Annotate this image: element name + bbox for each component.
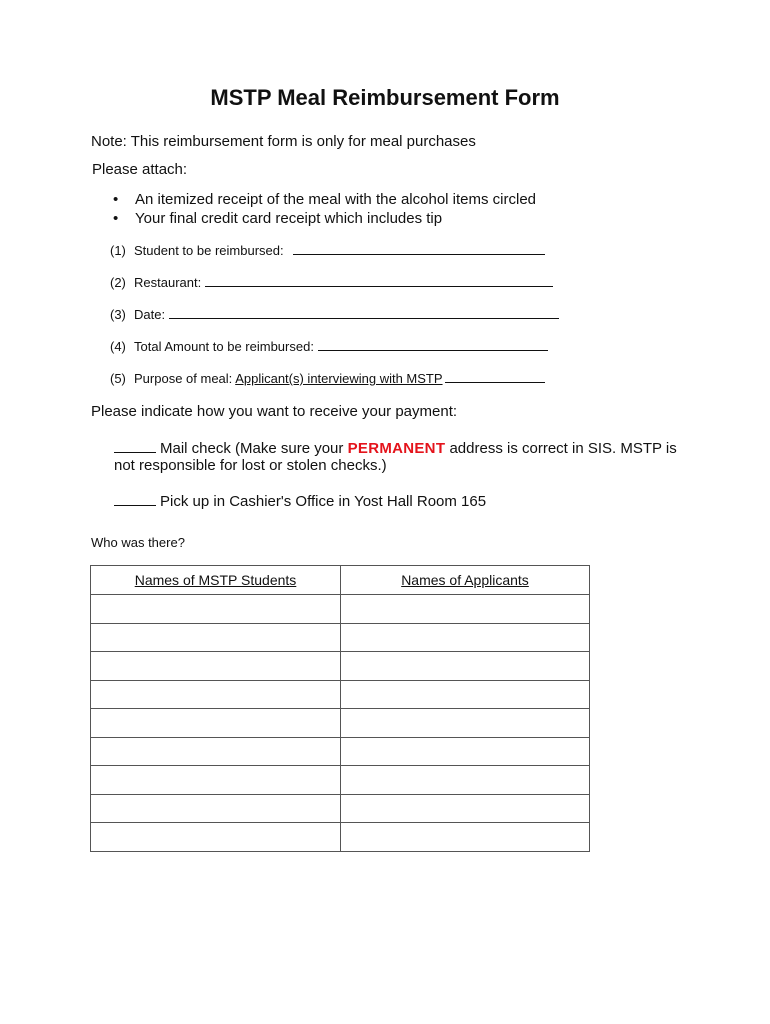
student-name-cell[interactable]: [91, 680, 341, 709]
attach-item-text: Your final credit card receipt which includes tip: [135, 210, 443, 227]
field-label: Purpose of meal:: [134, 371, 233, 386]
table-body: [91, 595, 590, 852]
bullet-icon: •: [113, 210, 119, 227]
attendees-table: [90, 565, 590, 852]
table-row: [91, 737, 590, 766]
field-label: Student to be reimbursed:: [134, 243, 284, 258]
pickup-blank[interactable]: [114, 491, 156, 506]
payment-heading: Please indicate how you want to receive your payment:: [91, 403, 458, 420]
permanent-highlight: PERMANENT: [347, 440, 446, 457]
date-line[interactable]: [169, 304, 559, 319]
table-row: [91, 823, 590, 852]
pickup-option[interactable]: [114, 491, 486, 511]
student-name-cell[interactable]: [91, 623, 341, 652]
field-number: (4): [110, 339, 126, 354]
field-total: [110, 336, 548, 355]
attach-heading: Please attach:: [92, 161, 188, 178]
applicant-name-cell[interactable]: [341, 766, 590, 795]
note-text: Note: This reimbursement form is only for meal purchases: [91, 133, 476, 150]
attach-item: [113, 190, 536, 209]
table-row: [91, 652, 590, 681]
student-name-cell[interactable]: [91, 794, 341, 823]
applicant-name-cell[interactable]: [341, 737, 590, 766]
table-row: [91, 595, 590, 624]
applicant-name-cell[interactable]: [341, 709, 590, 738]
who-was-there: Who was there?: [91, 535, 185, 550]
field-label: Total Amount to be reimbursed:: [134, 339, 314, 354]
student-name-line[interactable]: [293, 240, 545, 255]
mail-check-line2: not responsible for lost or stolen checks.): [114, 457, 387, 474]
attach-item-text: An itemized receipt of the meal with the alcohol items circled: [135, 191, 537, 208]
applicant-name-cell[interactable]: [341, 794, 590, 823]
student-name-cell[interactable]: [91, 652, 341, 681]
mail-check-text-cont: address is correct in SIS. MSTP is: [449, 440, 677, 457]
mail-check-option[interactable]: [114, 438, 677, 458]
field-number: (5): [110, 371, 126, 386]
mail-check-blank[interactable]: [114, 438, 156, 453]
field-purpose: [110, 368, 545, 387]
student-name-cell[interactable]: [91, 737, 341, 766]
applicant-name-cell[interactable]: [341, 652, 590, 681]
pickup-text: Pick up in Cashier's Office in Yost Hall Room 165: [160, 493, 487, 510]
attach-item: [113, 209, 442, 228]
student-name-cell[interactable]: [91, 595, 341, 624]
form-title: MSTP Meal Reimbursement Form: [210, 85, 560, 110]
applicant-name-cell[interactable]: [341, 623, 590, 652]
field-student: [110, 240, 545, 259]
table-row: [91, 766, 590, 795]
field-restaurant: [110, 272, 553, 291]
student-name-cell[interactable]: [91, 766, 341, 795]
purpose-value[interactable]: Applicant(s) interviewing with MSTP: [235, 371, 443, 386]
bullet-icon: •: [113, 191, 119, 208]
field-label: Restaurant:: [134, 275, 202, 290]
table-row: [91, 794, 590, 823]
student-name-cell[interactable]: [91, 823, 341, 852]
field-label: Date:: [134, 307, 166, 322]
applicant-name-cell[interactable]: [341, 823, 590, 852]
total-amount-line[interactable]: [318, 336, 548, 351]
table-row: [91, 709, 590, 738]
students-column-header: Names of MSTP Students: [91, 566, 341, 595]
field-number: (2): [110, 275, 126, 290]
field-number: (1): [110, 243, 126, 258]
applicants-column-header: Names of Applicants: [341, 566, 590, 595]
field-number: (3): [110, 307, 126, 322]
mail-check-text: Mail check (Make sure your: [160, 440, 344, 457]
applicant-name-cell[interactable]: [341, 595, 590, 624]
table-row: [91, 680, 590, 709]
field-date: [110, 304, 559, 323]
table-header-row: [91, 566, 590, 595]
applicant-name-cell[interactable]: [341, 680, 590, 709]
table-row: [91, 623, 590, 652]
restaurant-line[interactable]: [205, 272, 553, 287]
student-name-cell[interactable]: [91, 709, 341, 738]
purpose-line[interactable]: [445, 368, 545, 383]
